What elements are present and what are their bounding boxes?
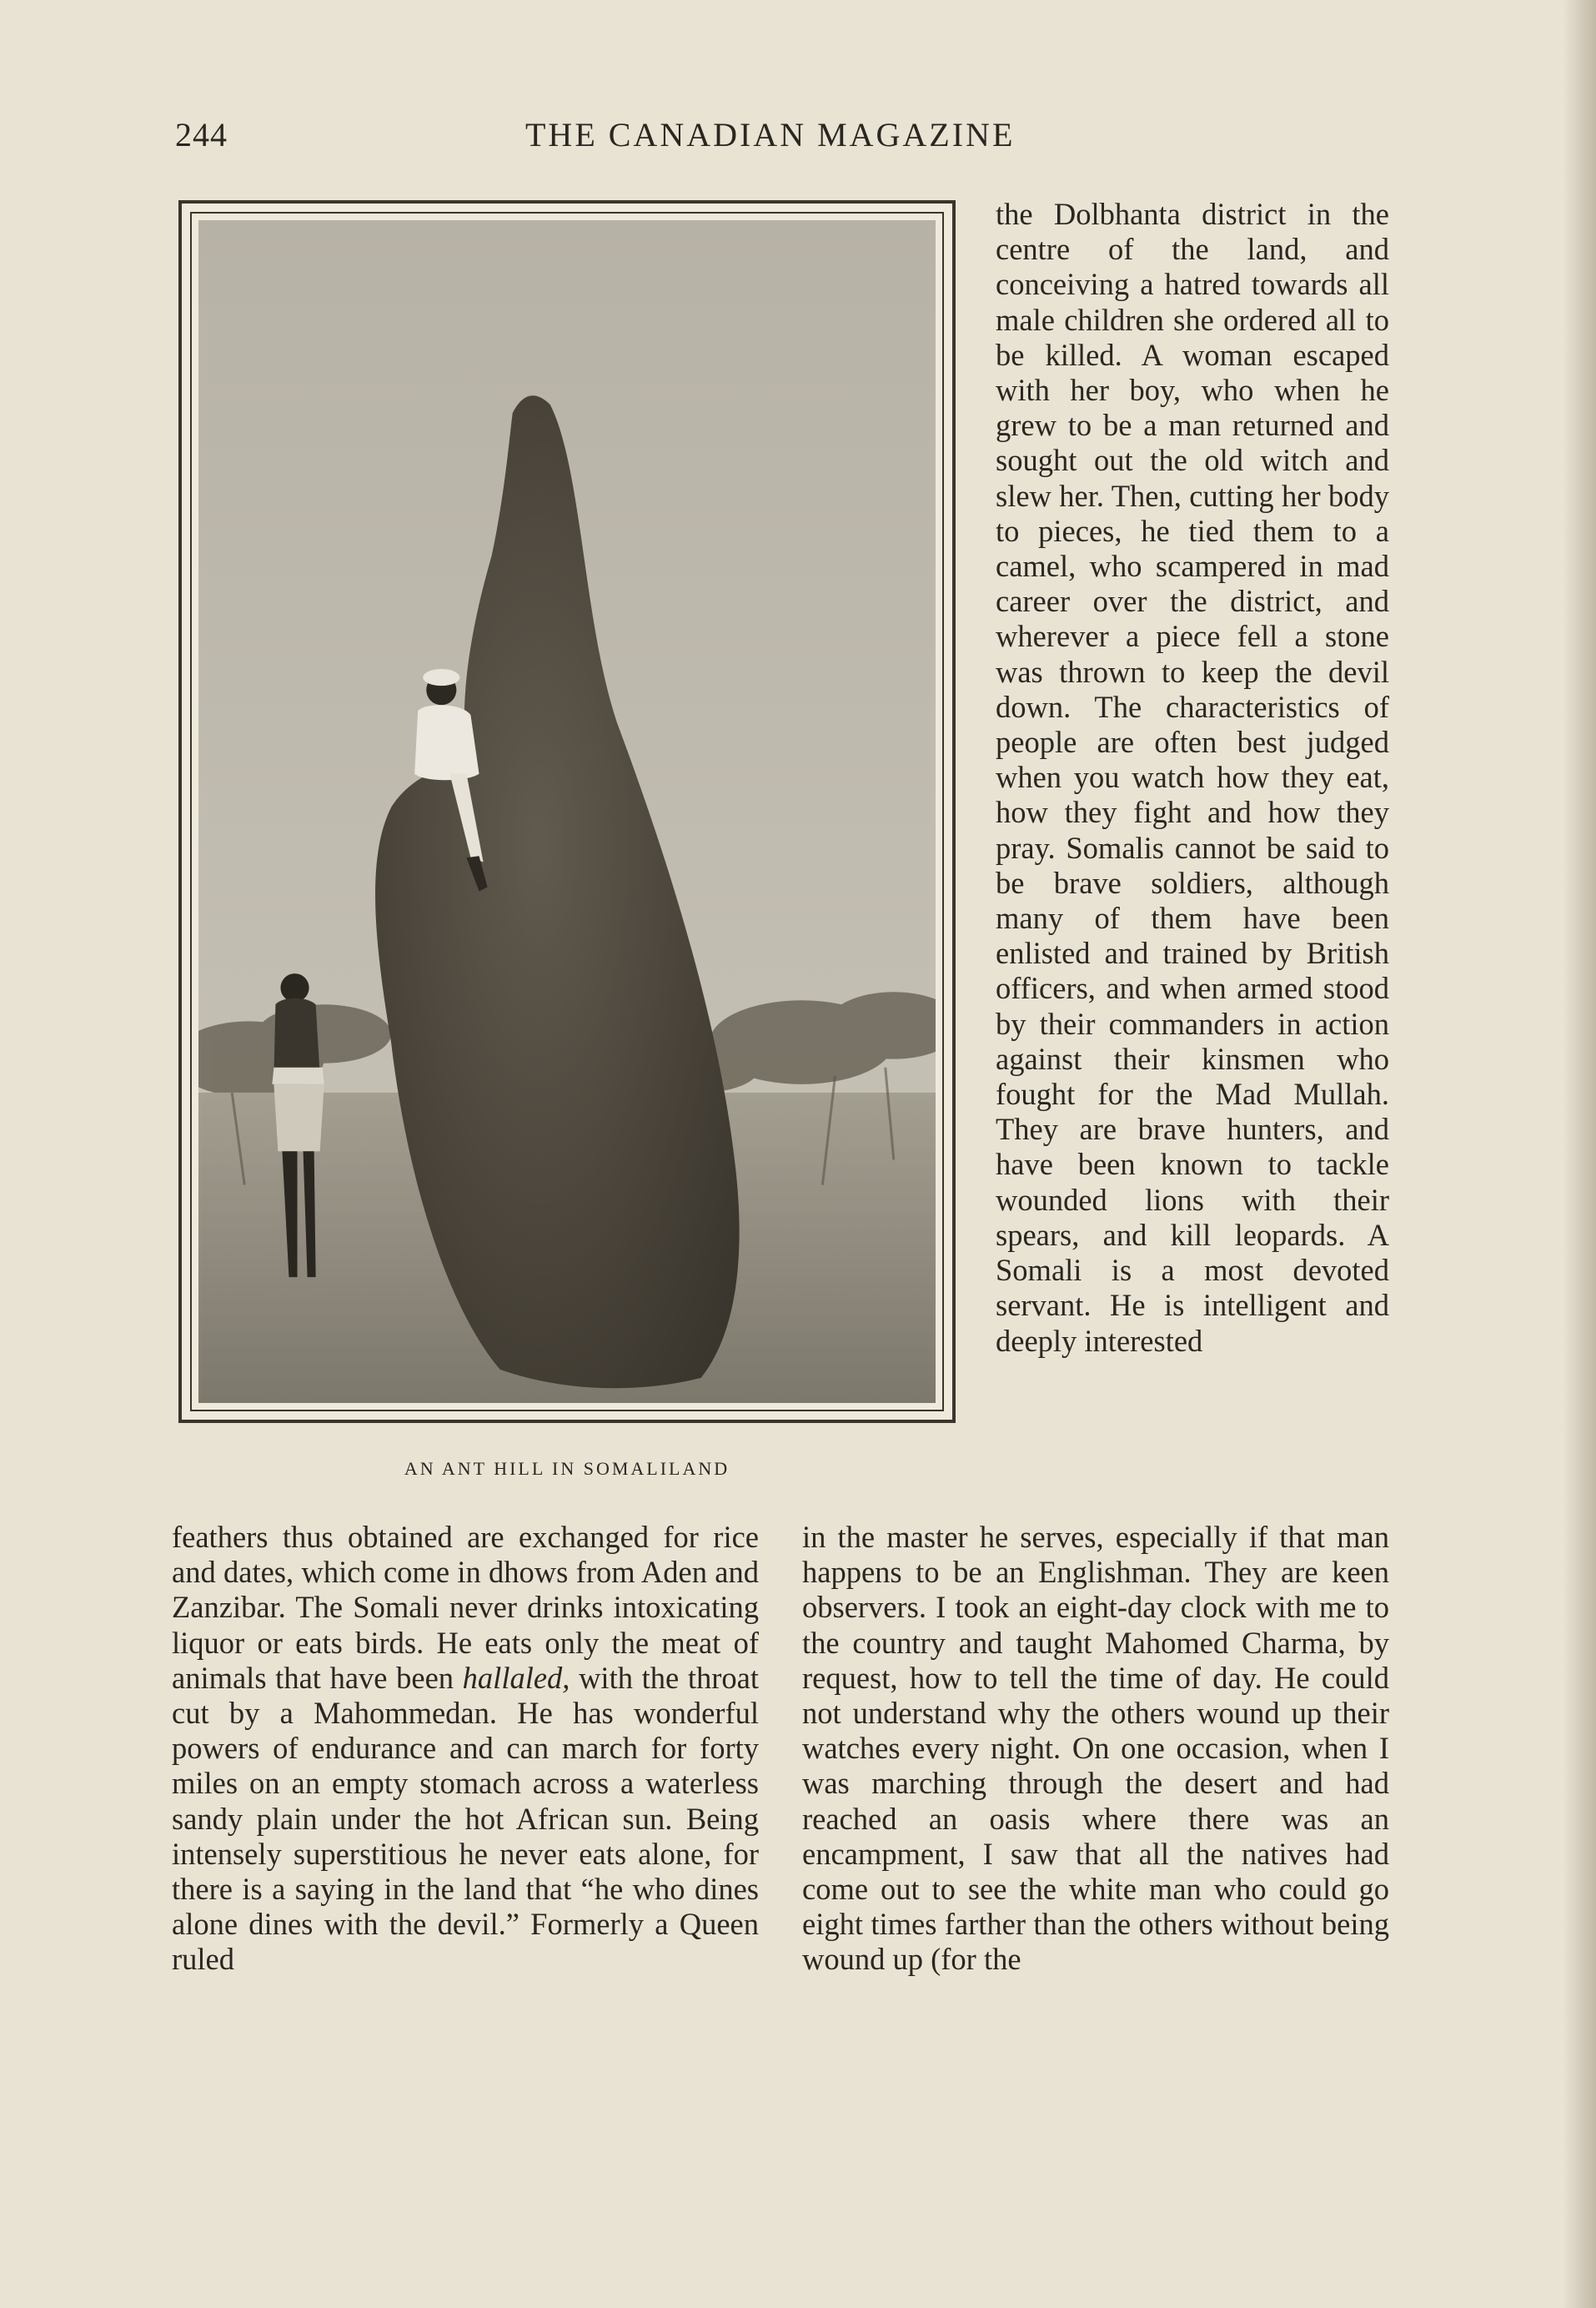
italic-term: hallaled, — [462, 1660, 570, 1695]
paragraph — [172, 1520, 759, 1978]
page-header — [175, 115, 1384, 165]
figure-caption: AN ANT HILL IN SOMALILAND — [404, 1458, 730, 1479]
paragraph: in the master he serves, especially if that man happens to be an Englishman. They are keen observers. I took an eight-day clock with me to the country and taught Mahomed Charma, by request, how to tell the time of day. He could not understand why the others wound up their watches every night. On one occasion, when I was marching through the desert and had reached an oasis where there was an encampment, I saw that all the natives had come out to see the white man who could go eight times farther than the others without being wound up (for the — [802, 1520, 1389, 1977]
running-title: THE CANADIAN MAGAZINE — [525, 116, 1016, 153]
text-column-right-top — [996, 197, 1389, 1359]
ant-hill-photo — [198, 220, 936, 1403]
page-number: 244 — [175, 116, 228, 153]
page-edge-shadow — [1563, 0, 1596, 2308]
paragraph: the Dolbhanta district in the centre of the land, and conceiving a hatred towards all male children she ordered all to be killed. A woman escaped with her boy, who when he grew to be a man returned and sought out the old witch and slew her. Then, cutting her body to pieces, he tied them to a camel, who scampered in mad career over the district, and wherever a piece fell a stone was thrown to keep the devil down. The characteristics of people are often best judged when you watch how they eat, how they fight and how they pray. Somalis cannot be said to be brave soldiers, although many of them have been enlisted and trained by British officers, and when armed stood by their commanders in action against their kinsmen who fought for the Mad Mullah. They are brave hunters, and have been known to tackle wounded lions with their spears, and kill leopards. A Somali is a most devoted servant. He is intelligent and deeply interested — [996, 197, 1389, 1358]
photo-inner-frame — [190, 212, 944, 1411]
text-run: feathers thus obtained are exchanged for rice and dates, which come in dhows from Aden and Zanzibar. The Somali never drinks intoxicating liquor or eats birds. He eats only the meat of animals that have been — [172, 1520, 759, 1695]
photo-frame — [178, 200, 956, 1423]
text-column-right-bottom — [802, 1520, 1389, 1978]
text-run: with the throat cut by a Mahommedan. He has wonderful powers of endurance and can march for forty miles on an empty stomach across a waterless sandy plain under the hot African sun. Being intensely superstitious he never eats alone, for there is a saying in the land that “he who dines alone dines with the devil.” Formerly a Queen ruled — [172, 1660, 759, 1977]
text-column-left-bottom — [172, 1520, 759, 1978]
